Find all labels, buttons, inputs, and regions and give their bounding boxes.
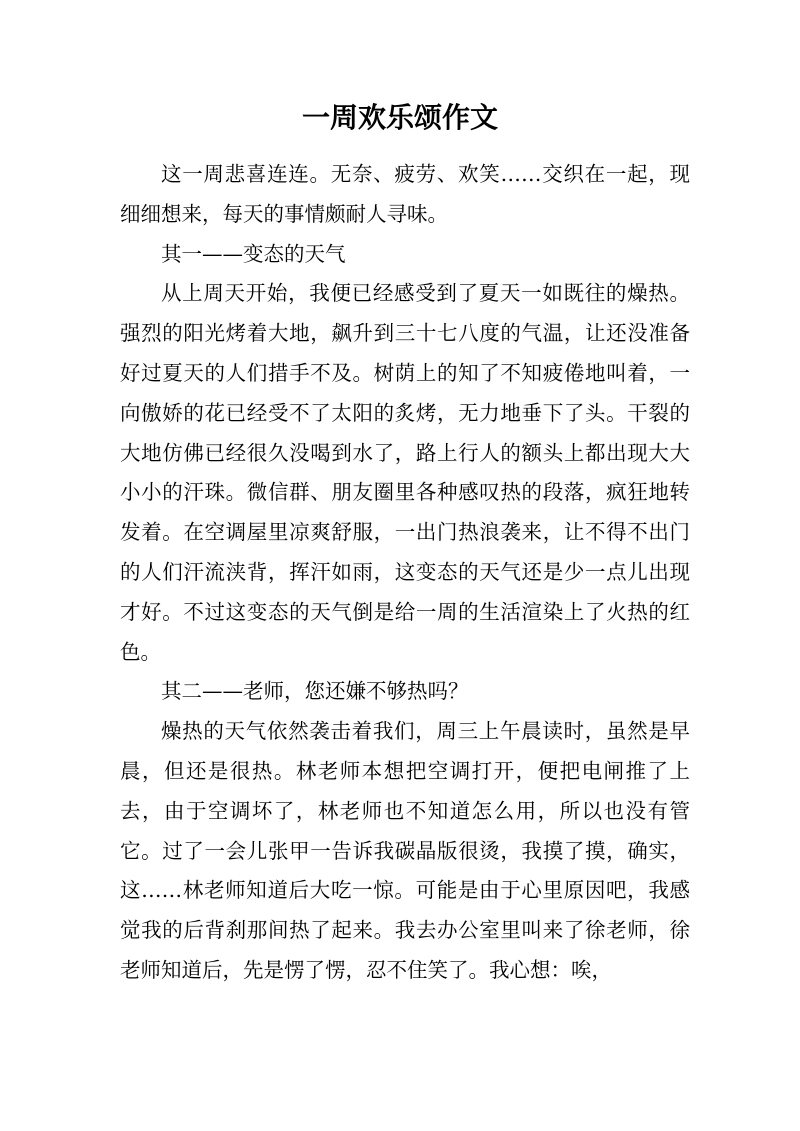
document-title: 一周欢乐颂作文 — [301, 101, 498, 134]
paragraph-teacher: 燥热的天气依然袭击着我们，周三上午晨读时，虽然是早晨，但还是很热。林老师本想把空调打开，便把电闸推了上去，由于空调坏了，林老师也不知道怎么用，所以也没有管它。过了一会儿张甲一告诉我碳晶版很烫，我摸了摸，确实，这……林老师知道后大吃一惊。可能是由于心里原因吧，我感觉我的后背刹那间热了起来。我去办公室里叫来了徐老师，徐老师知道后，先是愣了愣，忍不住笑了。我心想：唉， — [120, 719, 690, 982]
section-heading-teacher: 其二——老师，您还嫌不够热吗？ — [161, 679, 469, 704]
document-body — [120, 155, 690, 991]
paragraph-intro: 这一周悲喜连连。无奈、疲劳、欢笑……交织在一起，现细细想来，每天的事情颇耐人寻味。 — [120, 162, 690, 226]
section-heading-weather: 其一——变态的天气 — [161, 241, 346, 266]
paragraph-weather: 从上周天开始，我便已经感受到了夏天一如既往的燥热。强烈的阳光烤着大地，飙升到三十七八度的气温，让还没准备好过夏天的人们措手不及。树荫上的知了不知疲倦地叫着，一向傲娇的花已经受不了太阳的炙烤，无力地垂下了头。干裂的大地仿佛已经很久没喝到水了，路上行人的额头上都出现大大小小的汗珠。微信群、朋友圈里各种感叹热的段落，疯狂地转发着。在空调屋里凉爽舒服，一出门热浪袭来，让不得不出门的人们汗流浃背，挥汗如雨，这变态的天气还是少一点儿出现才好。不过这变态的天气倒是给一周的生活渲染上了火热的红色。 — [120, 281, 690, 664]
